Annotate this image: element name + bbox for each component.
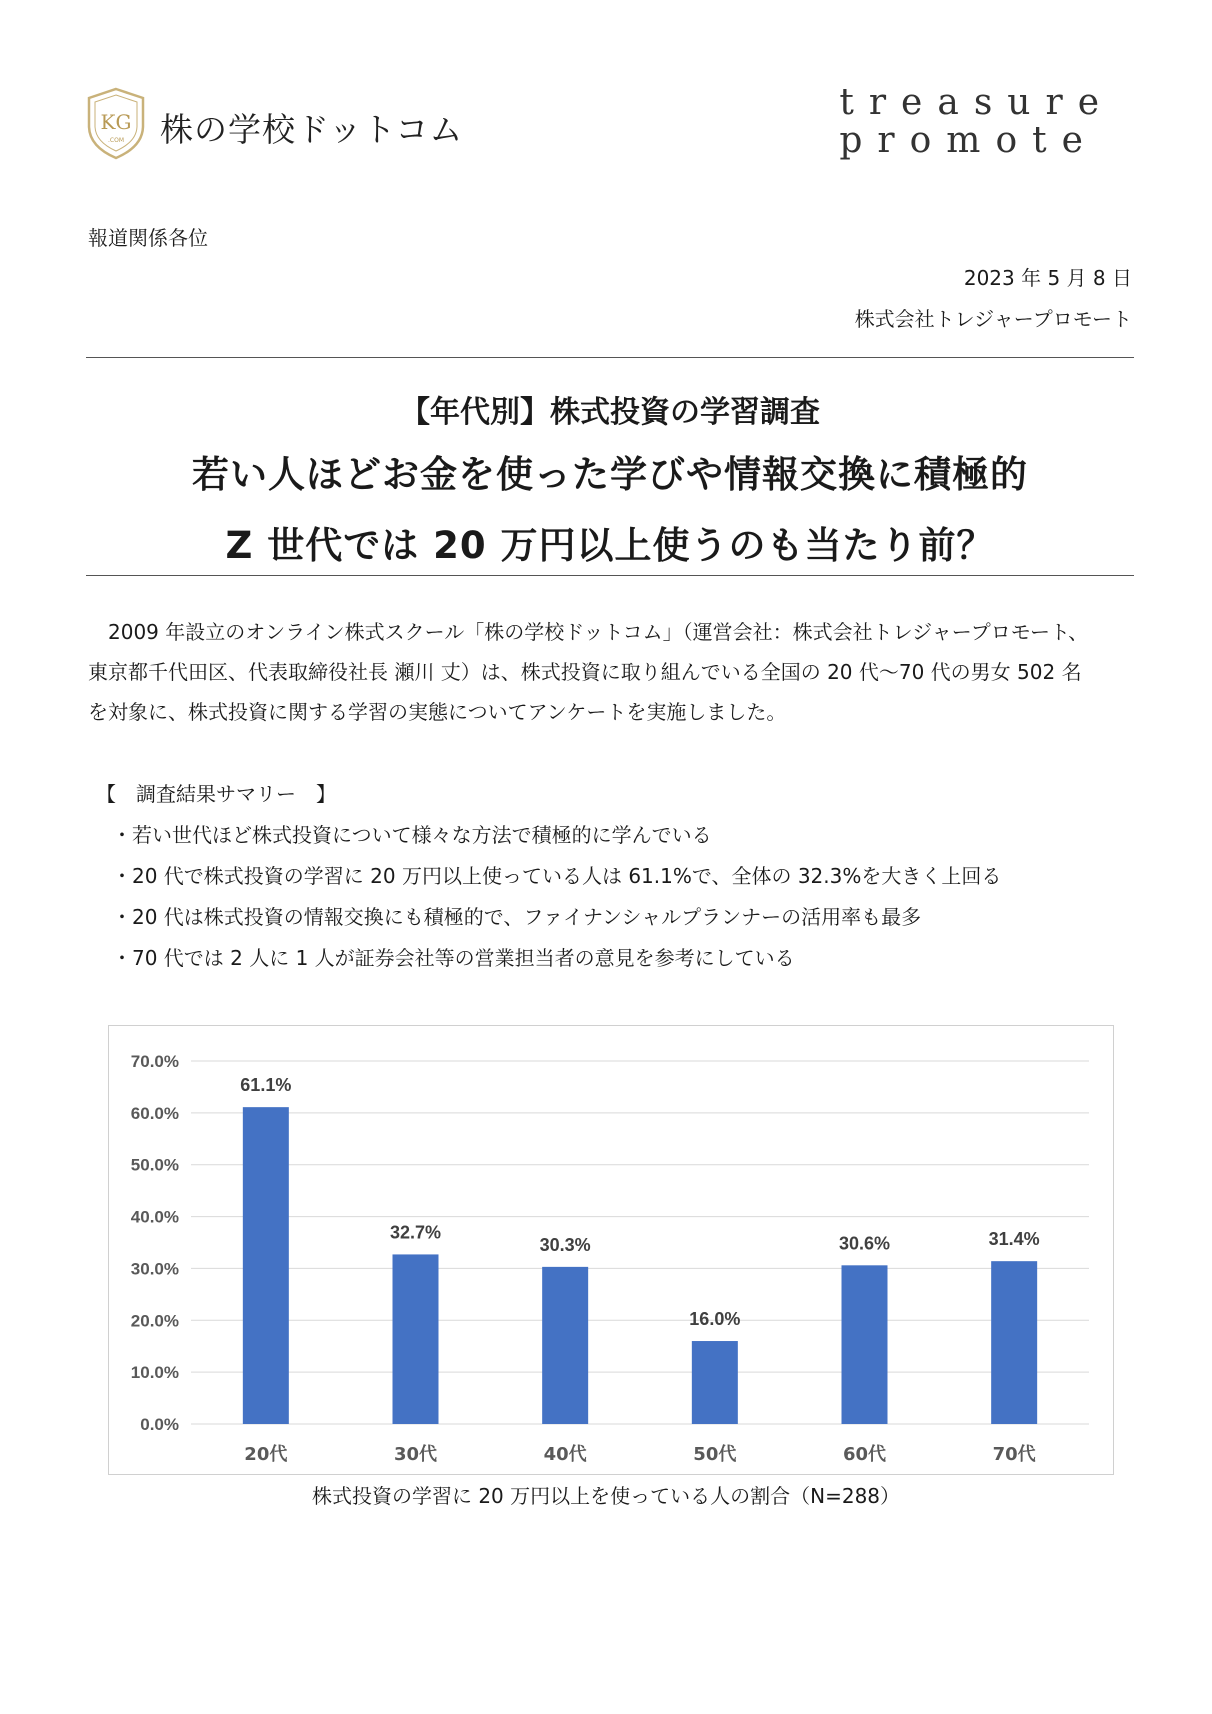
intro-paragraph	[88, 612, 1134, 732]
data-label: 30.6%	[838, 1233, 891, 1254]
data-label: 61.1%	[240, 1075, 292, 1096]
logo-line-1: treasure	[839, 82, 1114, 123]
title-line-2: 若い人ほどお金を使った学びや情報交換に積極的	[192, 453, 1028, 496]
summary-list	[96, 815, 1001, 979]
y-tick-label: 30.0%	[130, 1259, 179, 1279]
x-tick-label: 50代	[693, 1444, 737, 1465]
summary-item: ・20 代で株式投資の学習に 20 万円以上使っている人は 61.1%で、全体の 32.3%を大きく上回る	[112, 864, 1002, 888]
x-tick-label: 20代	[244, 1444, 288, 1465]
y-tick-label: 0.0%	[140, 1415, 179, 1434]
intro-line: 2009 年設立のオンライン株式スクール「株の学校ドットコム」（運営会社：株式会社トレジャープロモート、	[88, 620, 1089, 644]
divider-top	[86, 357, 1134, 358]
data-label: 31.4%	[988, 1229, 1040, 1250]
bar	[842, 1265, 888, 1424]
data-label: 30.3%	[539, 1234, 591, 1255]
chart-caption: 株式投資の学習に 20 万円以上を使っている人の割合（N=288）	[311, 1484, 901, 1508]
logo-line-2: promote	[839, 120, 1098, 161]
bar	[243, 1107, 289, 1424]
x-tick-label: 70代	[992, 1444, 1036, 1465]
bar	[393, 1254, 439, 1424]
y-tick-label: 40.0%	[130, 1207, 179, 1227]
y-tick-label: 20.0%	[130, 1311, 179, 1331]
x-tick-label: 30代	[393, 1444, 438, 1465]
divider-bottom	[86, 575, 1134, 576]
crest-letters: KG	[100, 110, 132, 134]
summary-item: ・20 代は株式投資の情報交換にも積極的で、ファイナンシャルプランナーの活用率も最多	[112, 905, 922, 929]
title-line-1: 【年代別】株式投資の学習調査	[400, 395, 820, 430]
treasure-promote-logo	[839, 84, 1114, 160]
y-tick-label: 60.0%	[130, 1103, 179, 1123]
release-date: 2023 年 5 月 8 日	[963, 266, 1132, 290]
bar	[991, 1261, 1037, 1424]
y-tick-label: 50.0%	[130, 1155, 179, 1175]
x-tick-label: 60代	[842, 1444, 887, 1465]
y-tick-label: 70.0%	[130, 1052, 179, 1071]
addressee: 報道関係各位	[88, 226, 208, 250]
x-tick-label: 40代	[543, 1444, 587, 1465]
summary-item: ・70 代では 2 人に 1 人が証券会社等の営業担当者の意見を参考にしている	[112, 946, 795, 970]
summary-heading: 【 調査結果サマリー 】	[96, 782, 336, 806]
summary-section	[96, 778, 1001, 979]
intro-line: 東京都千代田区、代表取締役社長 瀬川 丈）は、株式投資に取り組んでいる全国の 20 代～70 代の男女 502 名	[88, 660, 1082, 684]
brand-name: 株の学校ドットコム	[160, 110, 464, 149]
school-logo	[86, 86, 506, 160]
bar	[542, 1267, 588, 1424]
bar	[692, 1341, 738, 1424]
shield-crest-icon	[86, 86, 146, 160]
y-tick-label: 10.0%	[130, 1363, 179, 1383]
title-line-3: Z 世代では 20 万円以上使うのも当たり前？	[225, 524, 995, 567]
data-label: 32.7%	[389, 1222, 442, 1243]
bar-chart-svg	[109, 1026, 1113, 1474]
crest-sub: .COM	[108, 137, 124, 144]
company-name: 株式会社トレジャープロモート	[854, 307, 1132, 331]
data-label: 16.0%	[689, 1309, 741, 1330]
summary-item: ・若い世代ほど株式投資について様々な方法で積極的に学んでいる	[112, 823, 712, 847]
intro-line: を対象に、株式投資に関する学習の実態についてアンケートを実施しました。	[88, 700, 787, 724]
bar-chart	[108, 1025, 1114, 1475]
